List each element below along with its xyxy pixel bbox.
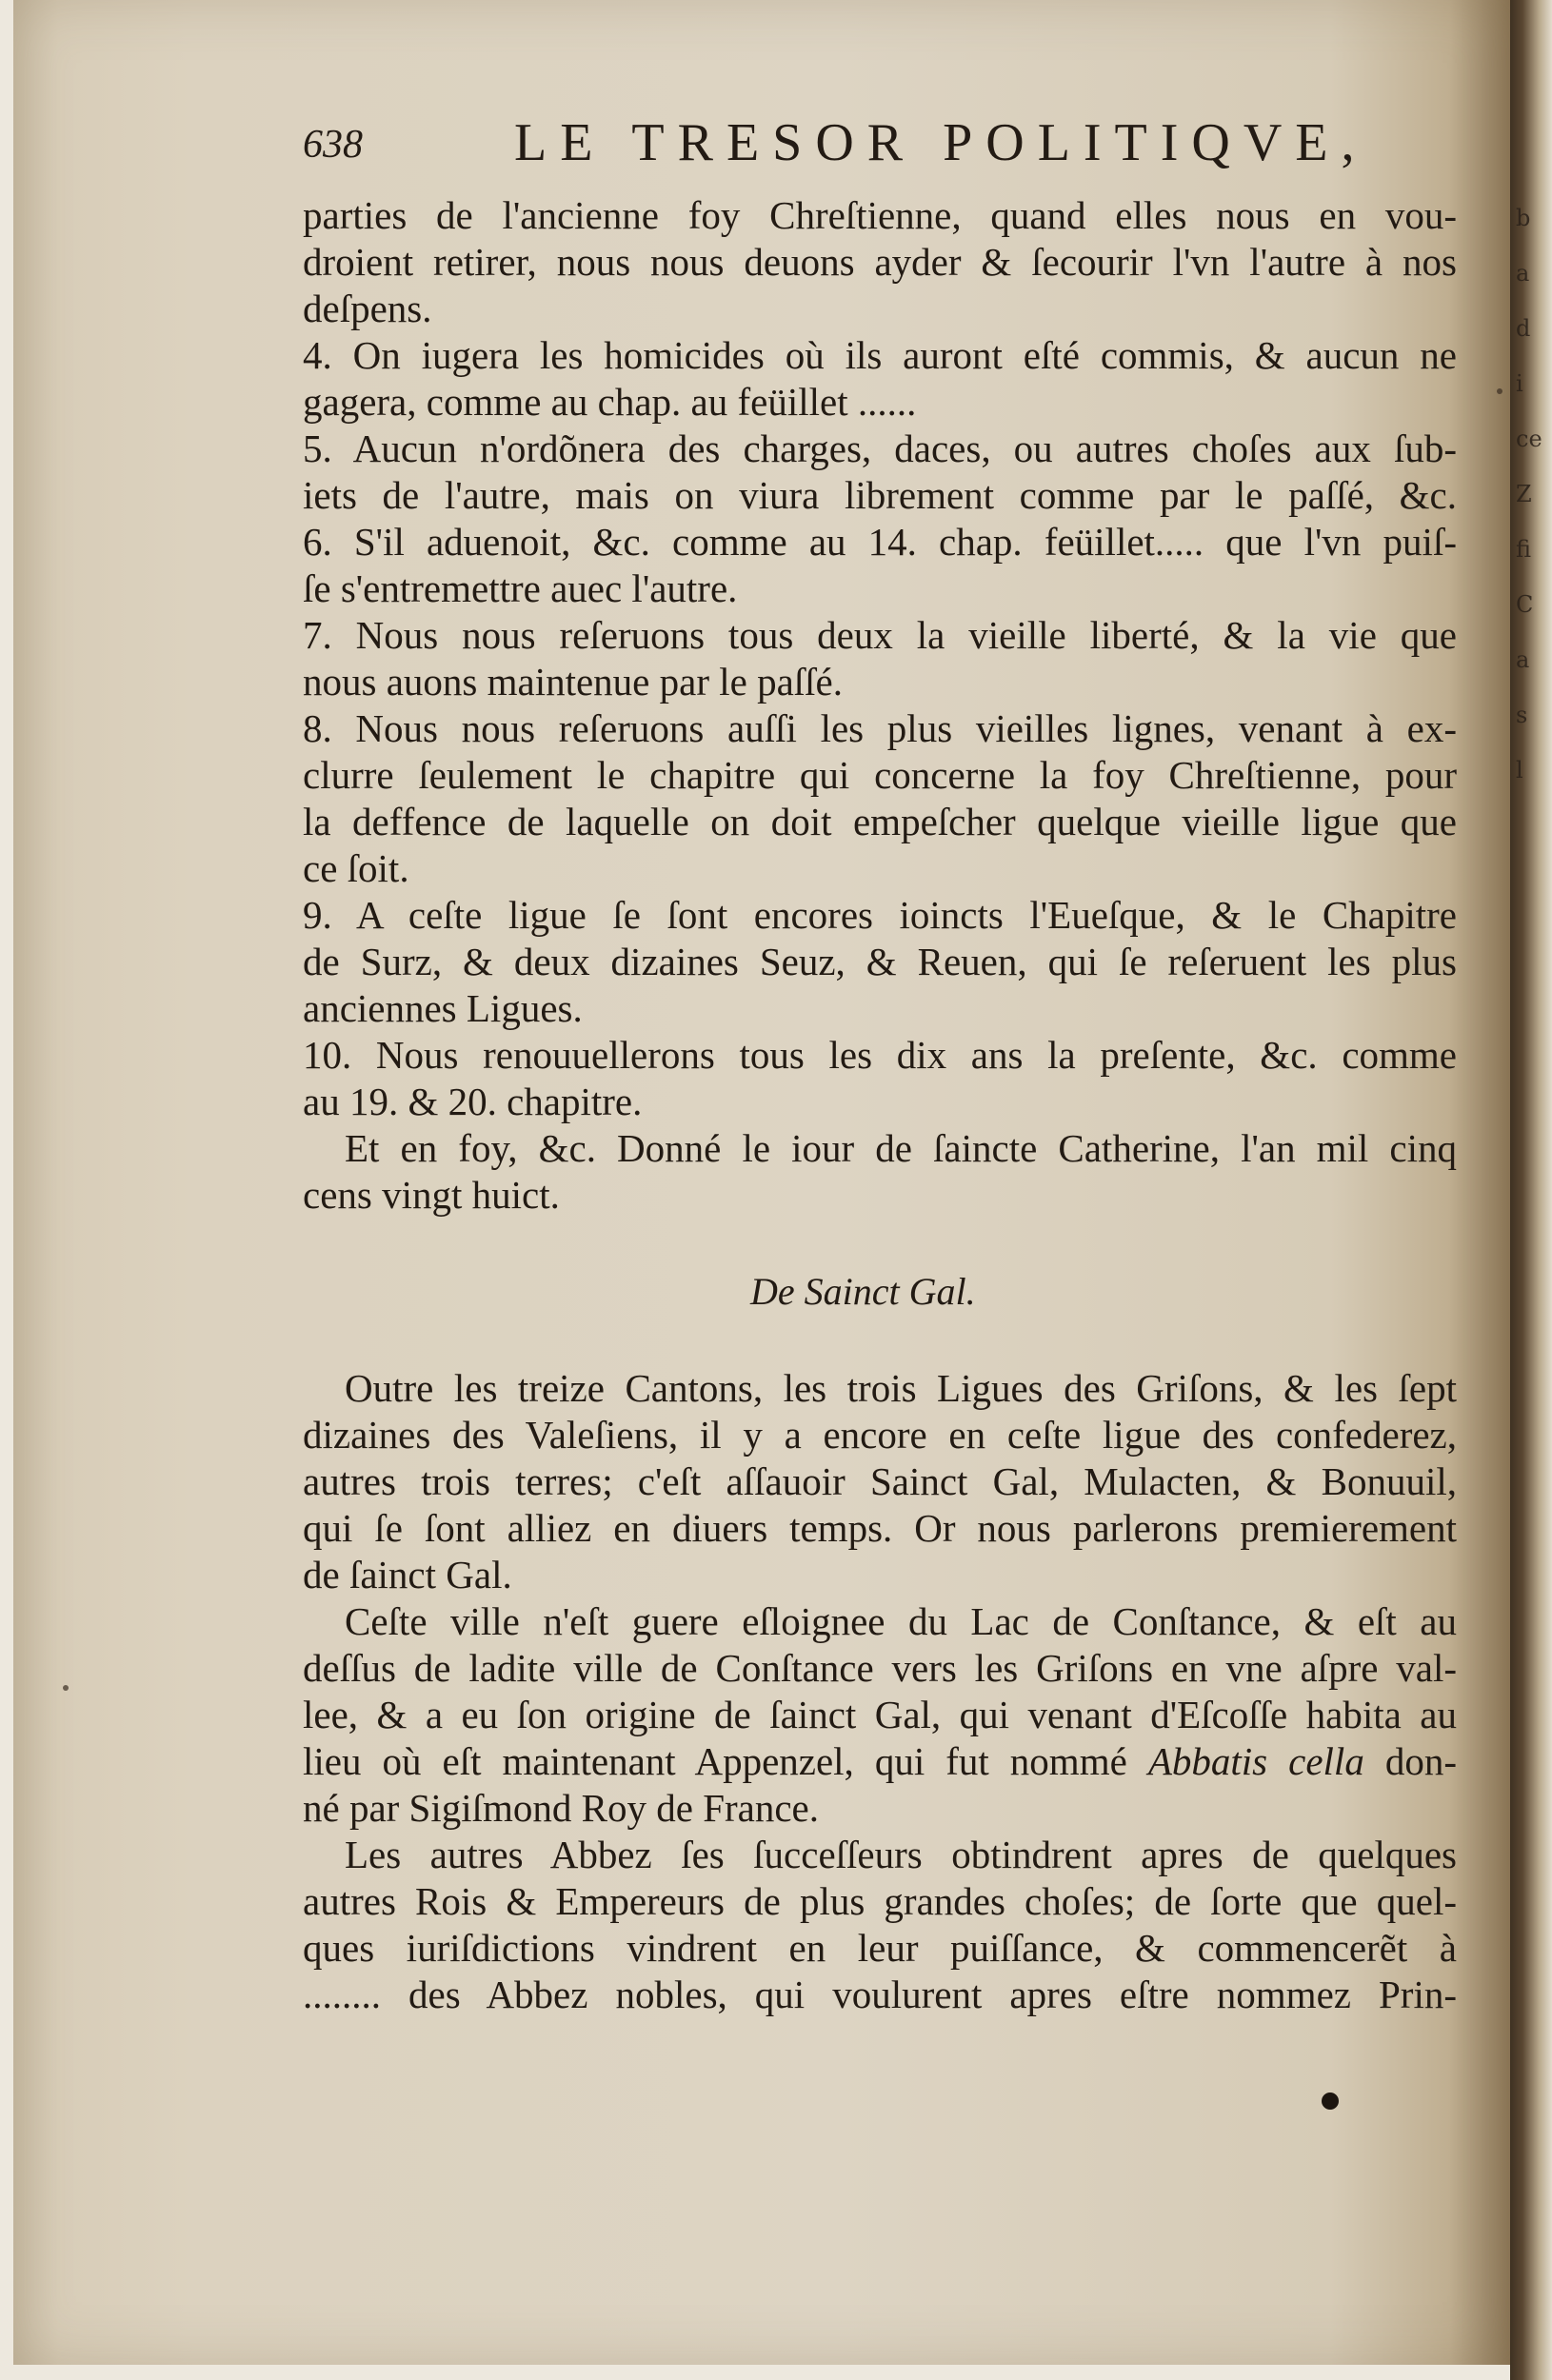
text-line: parties de l'ancienne foy Chreſtienne, quand elles nous en vou- (303, 193, 1457, 237)
ink-speck (1497, 388, 1502, 394)
text-run: don- (1384, 1739, 1458, 1783)
margin-fragment: ce (1516, 426, 1542, 452)
page-body-text (303, 192, 1457, 2018)
margin-fragment: b (1516, 205, 1531, 231)
text-line: 8. Nous nous reſeruons auſſi les plus vieilles lignes, venant à ex- (303, 706, 1457, 750)
text-run: lieu où eſt maintenant Appenzel, qui fut nommé (303, 1739, 1127, 1783)
text-line: droient retirer, nous nous deuons ayder & ſecourir l'vn l'autre à nos (303, 240, 1457, 284)
text-line: 7. Nous nous reſeruons tous deux la vieille liberté, & la vie que (303, 613, 1457, 657)
text-line: anciennes Ligues. (303, 986, 583, 1030)
text-line: ques iuriſdictions vindrent en leur puiſſance, & commencerẽt à (303, 1926, 1457, 1970)
text-line: iets de l'autre, mais on viura librement comme par le paſſé, &c. (303, 473, 1457, 517)
text-line: de Surz, & deux dizaines Seuz, & Reuen, qui ſe reſeruent les plus (303, 940, 1457, 983)
margin-fragment: a (1516, 260, 1530, 287)
italic-latin-term: Abbatis cella (1147, 1739, 1364, 1783)
margin-fragment: l (1516, 757, 1523, 783)
section-heading: De Sainct Gal. (750, 1270, 976, 1313)
text-line: ce ſoit. (303, 846, 409, 890)
text-line: autres trois terres; c'eſt aſſauoir Sainct Gal, Mulacten, & Bonuuil, (303, 1459, 1457, 1503)
text-line (303, 1738, 1457, 1785)
text-line: ſe s'entremettre auec l'autre. (303, 566, 738, 610)
text-line: dizaines des Valeſiens, il y a encore en ceſte ligue des confederez, (303, 1413, 1457, 1457)
text-line: né par Sigiſmond Roy de France. (303, 1786, 820, 1830)
text-line: ........ des Abbez nobles, qui voulurent apres eſtre nommez Prin- (303, 1973, 1457, 2016)
text-line: deſſus de ladite ville de Conſtance vers les Griſons en vne aſpre val- (303, 1646, 1457, 1690)
ink-speck (63, 1685, 69, 1691)
text-line: 6. S'il aduenoit, &c. comme au 14. chap. feüillet..... que l'vn puiſ- (303, 520, 1457, 564)
facing-page-margin-fragments (1516, 190, 1541, 798)
margin-fragment: s (1516, 702, 1528, 728)
text-line: nous auons maintenue par le paſſé. (303, 660, 843, 704)
margin-fragment: Z (1516, 481, 1532, 507)
page-number: 638 (303, 123, 363, 167)
text-line: au 19. & 20. chapitre. (303, 1080, 643, 1123)
text-line: 5. Aucun n'ordõnera des charges, daces, ou autres choſes aux ſub- (303, 426, 1457, 470)
margin-fragment: d (1516, 315, 1531, 342)
running-title: LE TRESOR POLITIQVE, (514, 113, 1368, 172)
text-line: qui ſe ſont alliez en diuers temps. Or nous parlerons premierement (303, 1506, 1457, 1550)
text-line: Outre les treize Cantons, les trois Ligues des Griſons, & les ſept (345, 1366, 1457, 1410)
text-line: cens vingt huict. (303, 1173, 560, 1217)
text-line: de ſainct Gal. (303, 1553, 512, 1597)
text-line: deſpens. (303, 287, 432, 330)
page-header (303, 112, 1368, 179)
text-line: Ceſte ville n'eſt guere eſloignee du Lac de Conſtance, & eſt au (345, 1599, 1457, 1643)
text-line: autres Rois & Empereurs de plus grandes choſes; de ſorte que quel- (303, 1879, 1457, 1923)
text-line: clurre ſeulement le chapitre qui concerne la foy Chreſtienne, pour (303, 753, 1457, 797)
text-line: 9. A ceſte ligue ſe ſont encores ioincts l'Eueſque, & le Chapitre (303, 893, 1457, 937)
text-line: 10. Nous renouuellerons tous les dix ans la preſente, &c. comme (303, 1033, 1457, 1077)
text-line: gagera, comme au chap. au feüillet ...... (303, 380, 917, 424)
margin-fragment: a (1516, 646, 1530, 673)
text-line: Les autres Abbez ſes ſucceſſeurs obtindrent apres de quelques (345, 1833, 1457, 1876)
ink-blot (1322, 2092, 1339, 2110)
text-line: Et en foy, &c. Donné le iour de ſaincte Catherine, l'an mil cinq (345, 1126, 1457, 1170)
text-line: la deffence de laquelle on doit empeſcher quelque vieille ligue que (303, 800, 1457, 843)
margin-fragment: i (1516, 370, 1523, 397)
margin-fragment: C (1516, 591, 1534, 618)
text-line: lee, & a eu ſon origine de ſainct Gal, qui venant d'Eſcoſſe habita au (303, 1693, 1457, 1736)
text-line: 4. On iugera les homicides où ils auront eſté commis, & aucun ne (303, 333, 1457, 377)
margin-fragment: fi (1516, 536, 1532, 563)
